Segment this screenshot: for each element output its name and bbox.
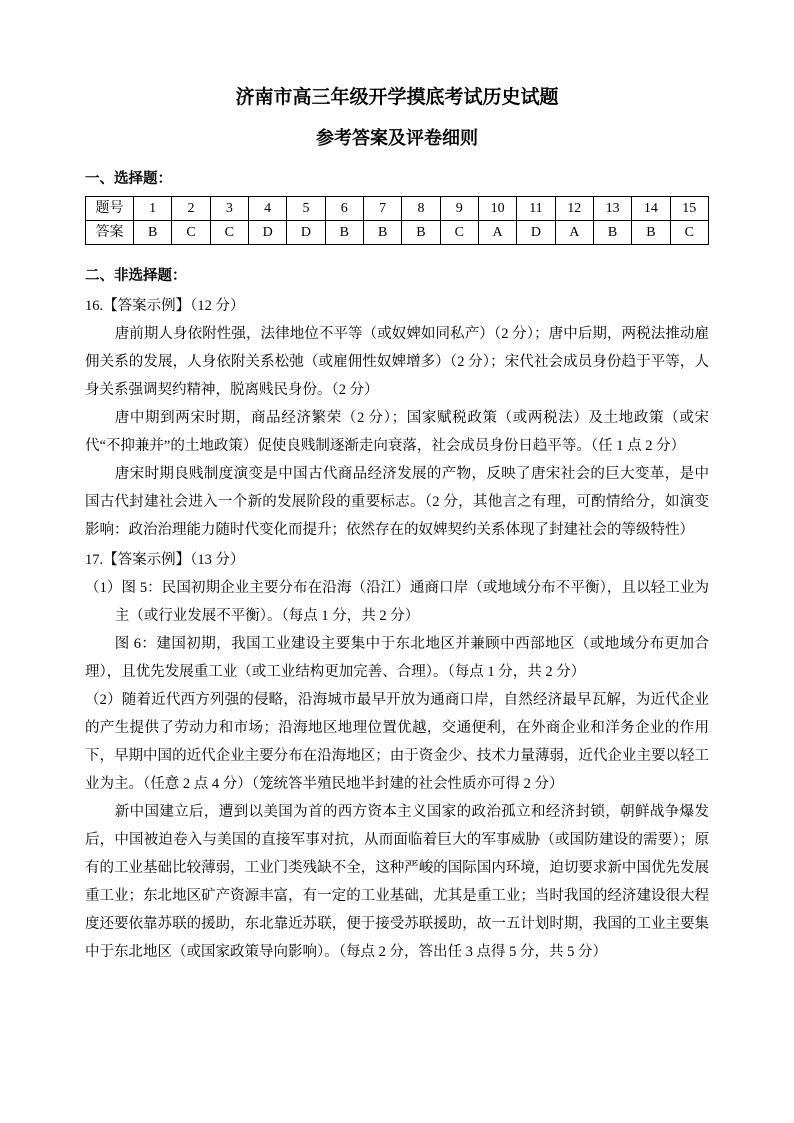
answer-table-cell: B bbox=[402, 221, 440, 245]
question-16-paragraph-1: 唐前期人身依附性强，法律地位不平等（或奴婢如同私产）（2 分）；唐中后期，两税法推动雇佣关系的发展，人身依附关系松弛（或雇佣性奴婢增多）（2 分）；宋代社会成员身份趋于平等，人身关系强调契约精神，脱离贱民身份。（2 分） bbox=[85, 326, 709, 398]
answer-table-cell: B bbox=[325, 221, 363, 245]
answer-table-cell: 2 bbox=[172, 197, 210, 221]
question-17 bbox=[85, 546, 709, 966]
question-17-heading: 17.【答案示例】（13 分） bbox=[85, 552, 245, 568]
answer-table bbox=[85, 196, 709, 245]
question-16-paragraph-3: 唐宋时期良贱制度演变是中国古代商品经济发展的产物，反映了唐宋社会的巨大变革，是中国古代封建社会进入一个新的发展阶段的重要标志。（2 分，其他言之有理，可酌情给分，如演变影响：政治治理能力随时代变化而提升；依然存在的奴婢契约关系体现了封建社会的等级特性） bbox=[85, 466, 709, 538]
answer-table-cell: 14 bbox=[632, 197, 670, 221]
question-16-paragraph-2: 唐中期到两宋时期，商品经济繁荣（2 分）；国家赋税政策（或两税法）及土地政策（或宋代“不抑兼并”的土地政策）促使良贱制逐渐走向衰落，社会成员身份日趋平等。（任 1 点 2 分） bbox=[85, 410, 709, 454]
answer-table-cell: 12 bbox=[555, 197, 593, 221]
answer-table-cell: 4 bbox=[248, 197, 286, 221]
question-17-paragraph-1: （1）图 5：民国初期企业主要分布在沿海（沿江）通商口岸（或地域分布不平衡），且以轻工业为主（或行业发展不平衡）。（每点 1 分，共 2 分） bbox=[85, 580, 709, 624]
answer-table-cell: 6 bbox=[325, 197, 363, 221]
answer-table-cell: 8 bbox=[402, 197, 440, 221]
document-title: 济南市高三年级开学摸底考试历史试题 bbox=[235, 87, 559, 108]
section-heading-choice: 一、选择题： bbox=[85, 171, 172, 187]
answer-table-cell: B bbox=[363, 221, 401, 245]
answer-table-cell: C bbox=[172, 221, 210, 245]
question-16-heading: 16.【答案示例】（12 分） bbox=[85, 298, 245, 314]
answer-table-cell: A bbox=[478, 221, 516, 245]
answer-row bbox=[86, 221, 709, 245]
answer-table-cell: B bbox=[134, 221, 172, 245]
answer-table-cell: D bbox=[517, 221, 555, 245]
answer-table-cell: 10 bbox=[478, 197, 516, 221]
answer-table-cell: D bbox=[248, 221, 286, 245]
answer-table-cell: A bbox=[555, 221, 593, 245]
answer-table-cell: 15 bbox=[670, 197, 708, 221]
document-subtitle: 参考答案及评卷细则 bbox=[316, 128, 478, 148]
question-17-paragraph-3: （2）随着近代西方列强的侵略，沿海城市最早开放为通商口岸，自然经济最早瓦解，为近代企业的产生提供了劳动力和市场；沿海地区地理位置优越，交通便利，在外商企业和洋务企业的作用下，早期中国的近代企业主要分布在沿海地区；由于资金少、技术力量薄弱，近代企业主要以轻工业为主。（任意 2 点 4 分）（笼统答半殖民地半封建的社会性质亦可得 2 分） bbox=[85, 692, 709, 792]
question-17-paragraph-4: 新中国建立后，遭到以美国为首的西方资本主义国家的政治孤立和经济封锁，朝鲜战争爆发后，中国被迫卷入与美国的直接军事对抗，从而面临着巨大的军事威胁（或国防建设的需要）；原有的工业基础比较薄弱，工业门类残缺不全，这种严峻的国际国内环境，迫切要求新中国优先发展重工业；东北地区矿产资源丰富，有一定的工业基础，尤其是重工业；当时我国的经济建设很大程度还要依靠苏联的援助，东北靠近苏联，便于接受苏联援助，故一五计划时期，我国的工业主要集中于东北地区（或国家政策导向影响）。（每点 2 分，答出任 3 点得 5 分，共 5 分） bbox=[85, 804, 709, 960]
answer-table-cell: C bbox=[210, 221, 248, 245]
section-heading-essay: 二、非选择题： bbox=[85, 268, 187, 284]
answer-table-cell: 3 bbox=[210, 197, 248, 221]
answer-table-cell: 13 bbox=[593, 197, 631, 221]
question-17-paragraph-2: 图 6：建国初期，我国工业建设主要集中于东北地区并兼顾中西部地区（或地域分布更加合理），且优先发展重工业（或工业结构更加完善、合理）。（每点 1 分，共 2 分） bbox=[85, 636, 709, 680]
answer-table-cell: 7 bbox=[363, 197, 401, 221]
answer-table-cell: 5 bbox=[287, 197, 325, 221]
row-label-cell: 答案 bbox=[86, 221, 134, 245]
answer-table-cell: B bbox=[632, 221, 670, 245]
question-16 bbox=[85, 292, 709, 544]
answer-table-cell: C bbox=[440, 221, 478, 245]
question-number-row bbox=[86, 197, 709, 221]
row-label-cell: 题号 bbox=[86, 197, 134, 221]
answer-table-cell: 11 bbox=[517, 197, 555, 221]
answer-table-cell: D bbox=[287, 221, 325, 245]
answer-table-cell: 1 bbox=[134, 197, 172, 221]
answer-table-cell: B bbox=[593, 221, 631, 245]
answer-table-cell: C bbox=[670, 221, 708, 245]
answer-table-cell: 9 bbox=[440, 197, 478, 221]
